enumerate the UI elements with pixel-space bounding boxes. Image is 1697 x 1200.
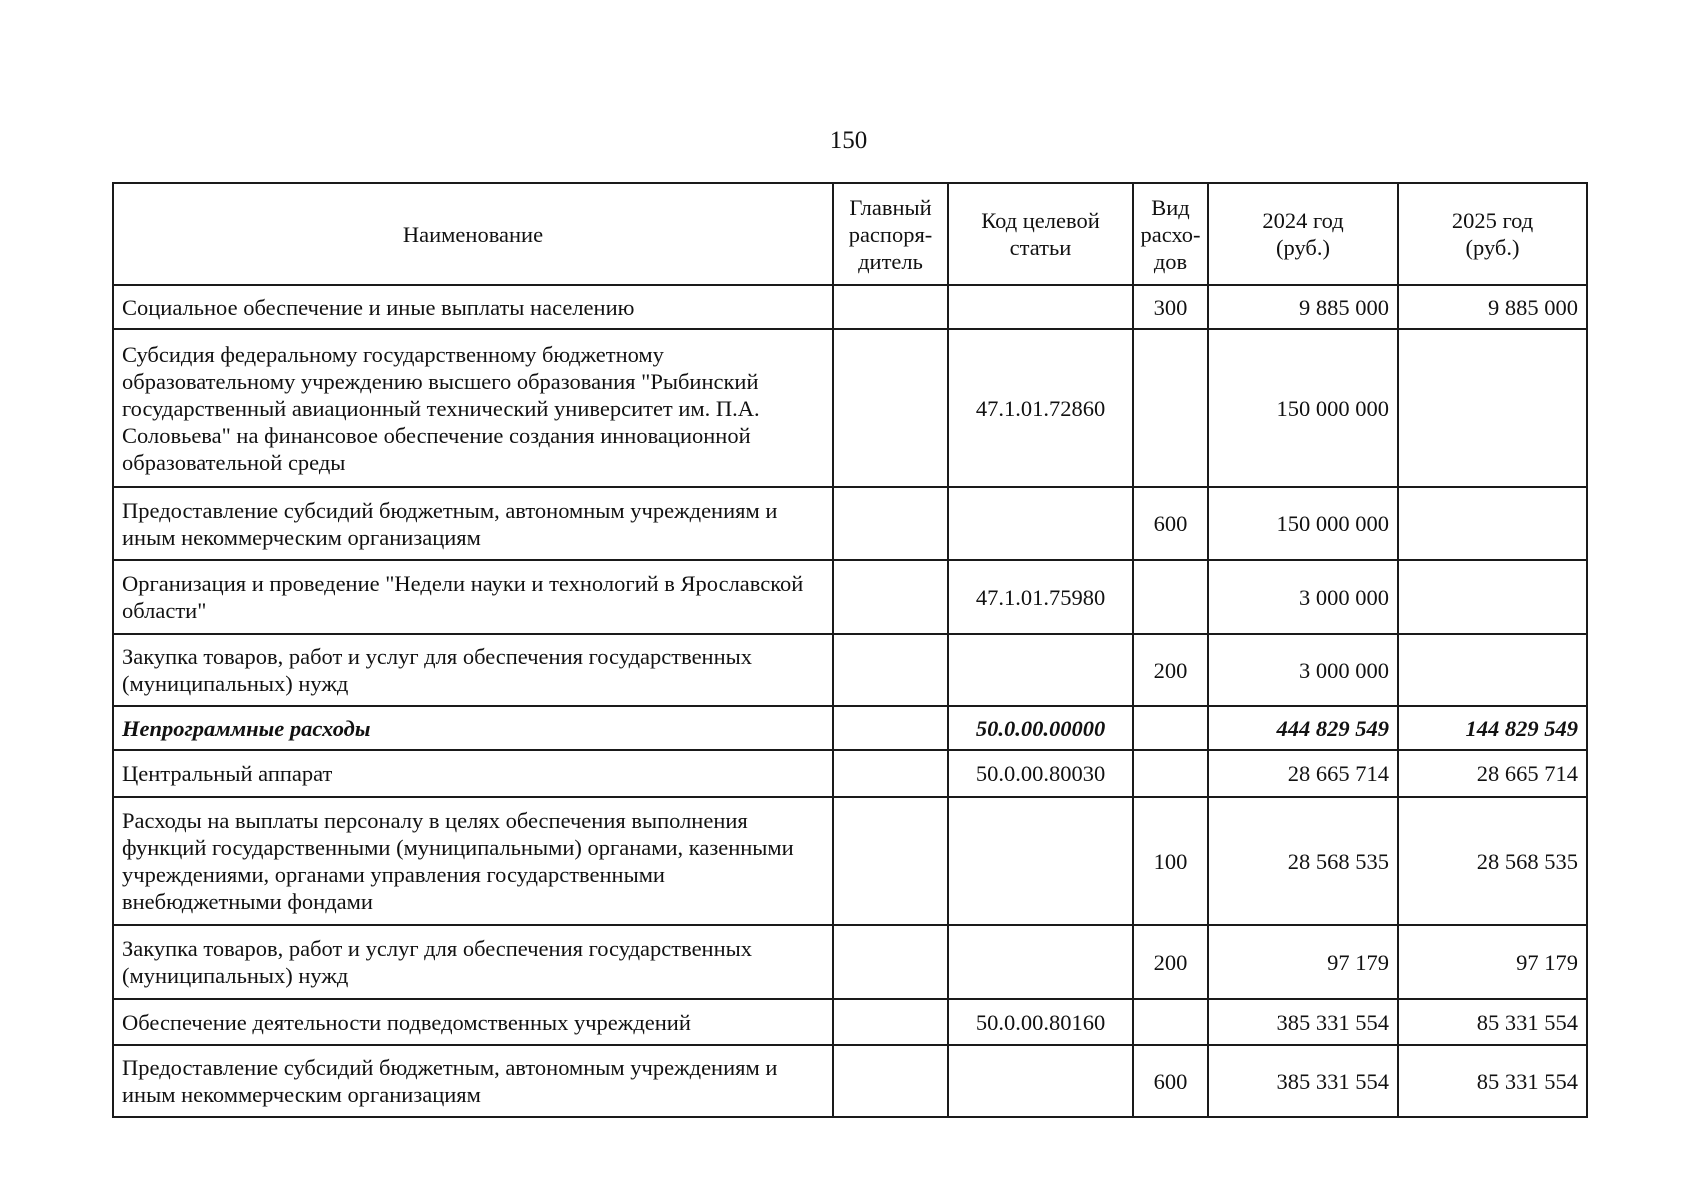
header-type-line: Вид — [1151, 194, 1190, 220]
cell-admin — [833, 560, 948, 634]
cell-2025: 9 885 000 — [1398, 285, 1587, 329]
header-2025-line: 2025 год — [1451, 208, 1534, 233]
cell-admin — [833, 285, 948, 329]
page-number: 150 — [829, 127, 868, 154]
header-name: Наименование — [113, 183, 833, 285]
cell-admin — [833, 999, 948, 1045]
cell-name: Субсидия федеральному государственному бюджетному образовательному учреждению высшего образования "Рыбинский государственный авиационный технический университет им. П.А. Соловьева" на финансовое обеспечение создания инновационной образовательной среды — [113, 329, 833, 487]
header-code-line: статьи — [1009, 235, 1072, 260]
cell-admin — [833, 329, 948, 487]
header-type-line: дов — [1153, 248, 1188, 274]
table-row — [113, 1045, 1587, 1117]
cell-2025 — [1398, 329, 1587, 487]
cell-name: Центральный аппарат — [113, 750, 833, 797]
cell-code — [948, 1045, 1133, 1117]
header-2024-line: (руб.) — [1276, 235, 1330, 260]
budget-table — [112, 182, 1588, 1118]
table-row — [113, 560, 1587, 634]
cell-type — [1133, 560, 1208, 634]
cell-type: 300 — [1133, 285, 1208, 329]
cell-admin — [833, 487, 948, 560]
cell-type — [1133, 706, 1208, 750]
header-2024 — [1208, 183, 1398, 285]
table-row — [113, 797, 1587, 925]
cell-2024: 28 665 714 — [1208, 750, 1398, 797]
cell-admin — [833, 797, 948, 925]
table-row — [113, 285, 1587, 329]
cell-name: Организация и проведение "Недели науки и технологий в Ярославской области" — [113, 560, 833, 634]
cell-code: 47.1.01.75980 — [948, 560, 1133, 634]
cell-name: Непрограммные расходы — [113, 706, 833, 750]
cell-2025: 28 568 535 — [1398, 797, 1587, 925]
cell-admin — [833, 706, 948, 750]
cell-type: 600 — [1133, 487, 1208, 560]
cell-code: 50.0.00.00000 — [948, 706, 1133, 750]
cell-code — [948, 925, 1133, 999]
table-row — [113, 750, 1587, 797]
cell-2024: 3 000 000 — [1208, 560, 1398, 634]
cell-2024: 150 000 000 — [1208, 329, 1398, 487]
cell-code — [948, 285, 1133, 329]
cell-admin — [833, 1045, 948, 1117]
cell-name: Предоставление субсидий бюджетным, автономным учреждениям и иным некоммерческим организациям — [113, 1045, 833, 1117]
cell-type — [1133, 999, 1208, 1045]
cell-type — [1133, 750, 1208, 797]
cell-2024: 444 829 549 — [1208, 706, 1398, 750]
cell-admin — [833, 925, 948, 999]
cell-name: Закупка товаров, работ и услуг для обеспечения государственных (муниципальных) нужд — [113, 634, 833, 706]
cell-2024: 3 000 000 — [1208, 634, 1398, 706]
cell-code — [948, 487, 1133, 560]
cell-code: 50.0.00.80030 — [948, 750, 1133, 797]
cell-2025: 97 179 — [1398, 925, 1587, 999]
cell-2025: 85 331 554 — [1398, 999, 1587, 1045]
table-row — [113, 999, 1587, 1045]
table-row-section-total — [113, 706, 1587, 750]
header-2024-line: 2024 год — [1262, 208, 1344, 233]
cell-type: 600 — [1133, 1045, 1208, 1117]
cell-name: Обеспечение деятельности подведомственных учреждений — [113, 999, 833, 1045]
cell-code — [948, 797, 1133, 925]
cell-2024: 385 331 554 — [1208, 999, 1398, 1045]
cell-2024: 150 000 000 — [1208, 487, 1398, 560]
cell-2024: 385 331 554 — [1208, 1045, 1398, 1117]
header-admin-line: Главный — [849, 194, 932, 220]
table-row — [113, 925, 1587, 999]
header-type-line: расхо- — [1140, 221, 1201, 247]
header-type — [1133, 183, 1208, 285]
header-admin — [833, 183, 948, 285]
header-code — [948, 183, 1133, 285]
cell-code — [948, 634, 1133, 706]
cell-2025: 85 331 554 — [1398, 1045, 1587, 1117]
cell-name: Закупка товаров, работ и услуг для обеспечения государственных (муниципальных) нужд — [113, 925, 833, 999]
header-2025 — [1398, 183, 1587, 285]
table-row — [113, 634, 1587, 706]
cell-type: 200 — [1133, 634, 1208, 706]
cell-2025 — [1398, 487, 1587, 560]
table-header-row — [113, 183, 1587, 285]
cell-2024: 28 568 535 — [1208, 797, 1398, 925]
cell-2025 — [1398, 634, 1587, 706]
cell-code: 47.1.01.72860 — [948, 329, 1133, 487]
cell-2025: 28 665 714 — [1398, 750, 1587, 797]
table-row — [113, 329, 1587, 487]
cell-2025: 144 829 549 — [1398, 706, 1587, 750]
cell-name: Предоставление субсидий бюджетным, автономным учреждениям и иным некоммерческим организациям — [113, 487, 833, 560]
cell-type: 200 — [1133, 925, 1208, 999]
cell-name: Социальное обеспечение и иные выплаты населению — [113, 285, 833, 329]
cell-name: Расходы на выплаты персоналу в целях обеспечения выполнения функций государственными (муниципальными) органами, казенными учреждениями, органами управления государственными внебюджетными фондами — [113, 797, 833, 925]
table-row — [113, 487, 1587, 560]
header-admin-line: дитель — [858, 248, 923, 274]
cell-code: 50.0.00.80160 — [948, 999, 1133, 1045]
header-2025-line: (руб.) — [1465, 235, 1520, 260]
cell-type: 100 — [1133, 797, 1208, 925]
header-code-line: Код целевой — [981, 208, 1100, 233]
cell-admin — [833, 750, 948, 797]
cell-admin — [833, 634, 948, 706]
cell-2024: 9 885 000 — [1208, 285, 1398, 329]
cell-type — [1133, 329, 1208, 487]
cell-2025 — [1398, 560, 1587, 634]
cell-2024: 97 179 — [1208, 925, 1398, 999]
header-admin-line: распоря- — [848, 221, 933, 247]
